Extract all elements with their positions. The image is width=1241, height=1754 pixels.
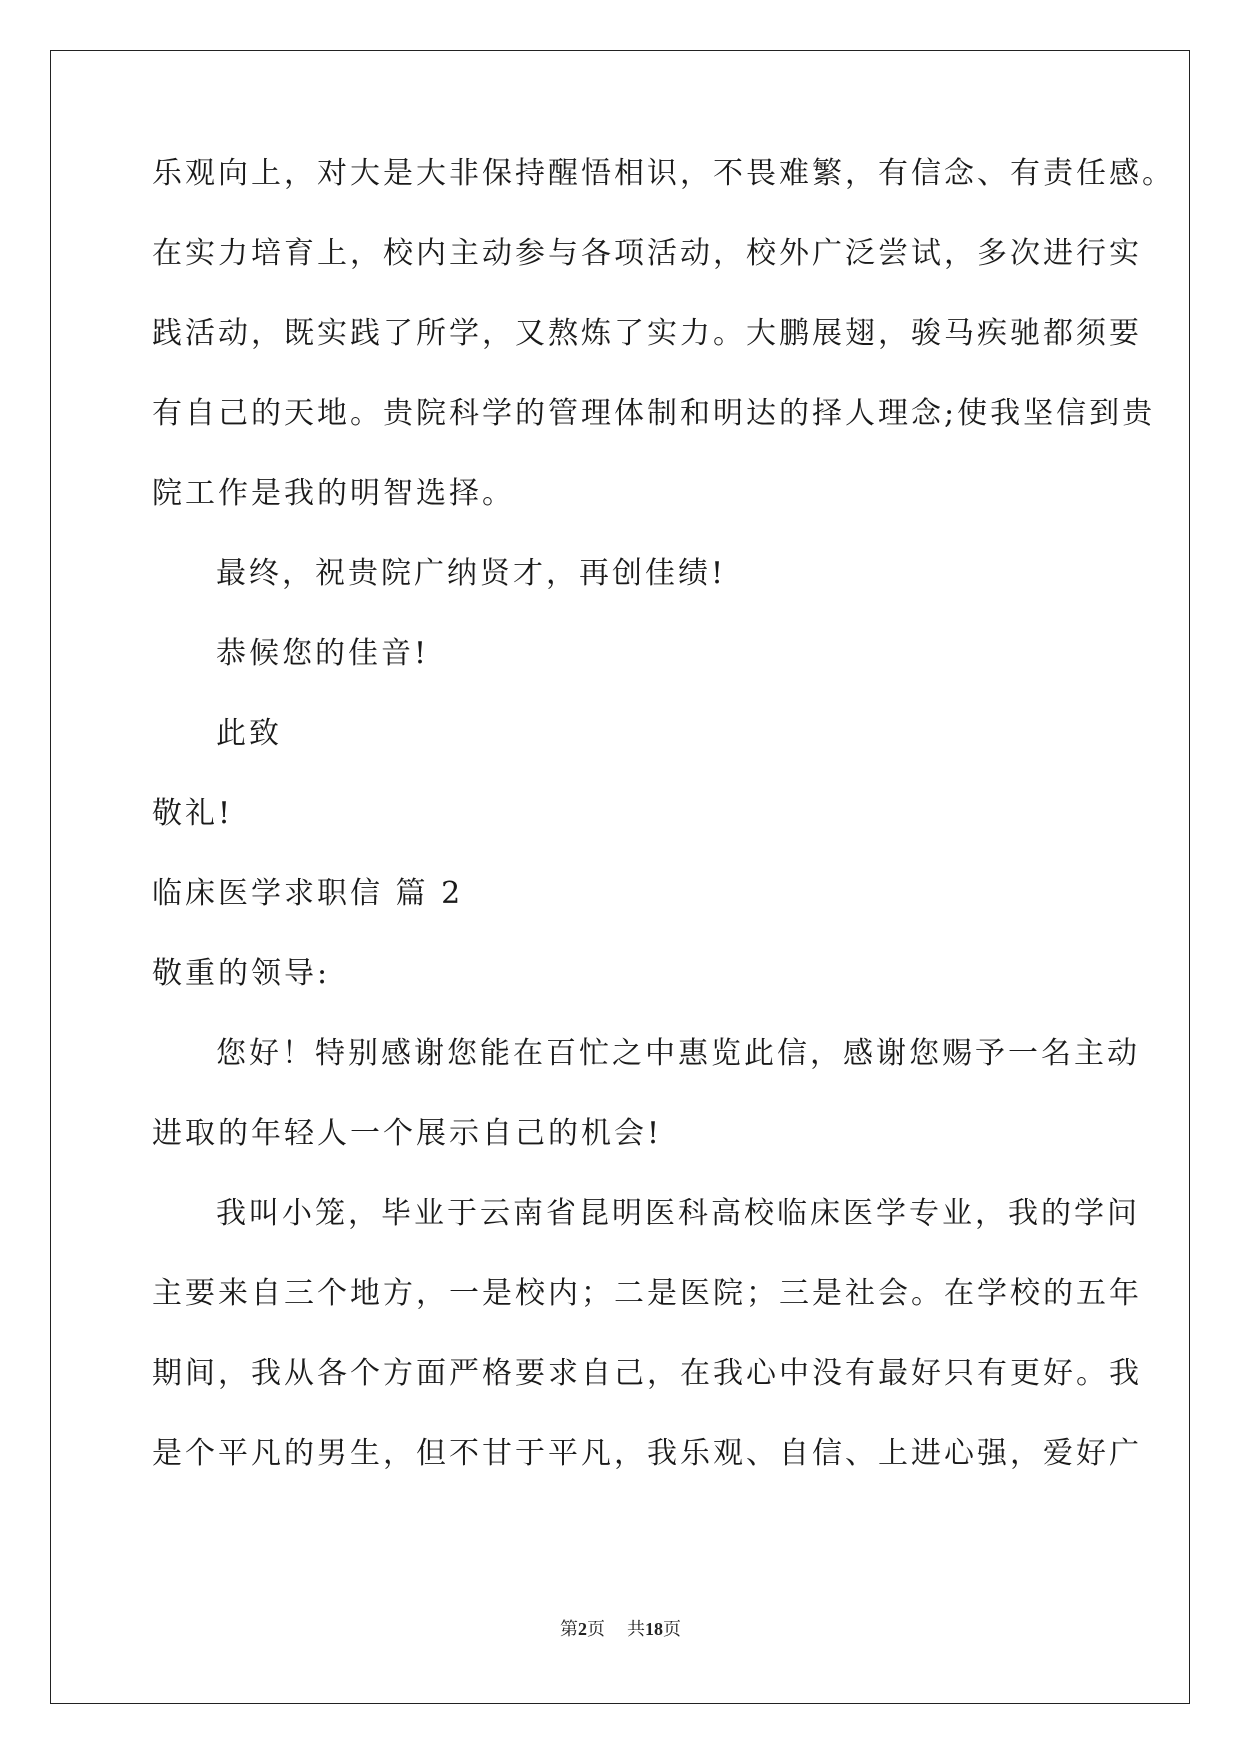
text-line: 您好！特别感谢您能在百忙之中惠览此信，感谢您赐予一名主动 xyxy=(216,1036,1140,1071)
text-line: 期间，我从各个方面严格要求自己，在我心中没有最好只有更好。我 xyxy=(152,1356,1142,1391)
text-line: 此致 xyxy=(216,716,282,751)
salutation: 敬重的领导: xyxy=(152,956,331,991)
text-line: 是个平凡的男生，但不甘于平凡，我乐观、自信、上进心强，爱好广 xyxy=(152,1436,1142,1471)
page-footer xyxy=(0,1618,1241,1640)
page-current: 2 xyxy=(578,1619,587,1639)
section-heading: 临床医学求职信 篇 2 xyxy=(152,876,464,911)
text-line: 有自己的天地。贵院科学的管理体制和明达的择人理念;使我坚信到贵 xyxy=(152,396,1156,431)
text-line: 乐观向上，对大是大非保持醒悟相识，不畏难繁，有信念、有责任感。 xyxy=(152,156,1175,191)
page-prefix: 第 xyxy=(560,1619,578,1639)
text-line: 主要来自三个地方，一是校内；二是医院；三是社会。在学校的五年 xyxy=(152,1276,1142,1311)
text-line: 院工作是我的明智选择。 xyxy=(152,476,515,511)
text-line: 敬礼! xyxy=(152,796,234,831)
total-prefix: 共 xyxy=(627,1619,645,1639)
text-line: 恭候您的佳音! xyxy=(216,636,430,671)
total-suffix: 页 xyxy=(663,1619,681,1639)
text-line: 最终，祝贵院广纳贤才，再创佳绩! xyxy=(216,556,727,591)
page-total: 18 xyxy=(645,1619,663,1639)
page-suffix: 页 xyxy=(587,1619,605,1639)
text-line: 我叫小笼，毕业于云南省昆明医科高校临床医学专业，我的学问 xyxy=(216,1196,1140,1231)
text-line: 在实力培育上，校内主动参与各项活动，校外广泛尝试，多次进行实 xyxy=(152,236,1142,271)
text-line: 进取的年轻人一个展示自己的机会! xyxy=(152,1116,663,1151)
text-line: 践活动，既实践了所学，又熬炼了实力。大鹏展翅，骏马疾驰都须要 xyxy=(152,316,1142,351)
